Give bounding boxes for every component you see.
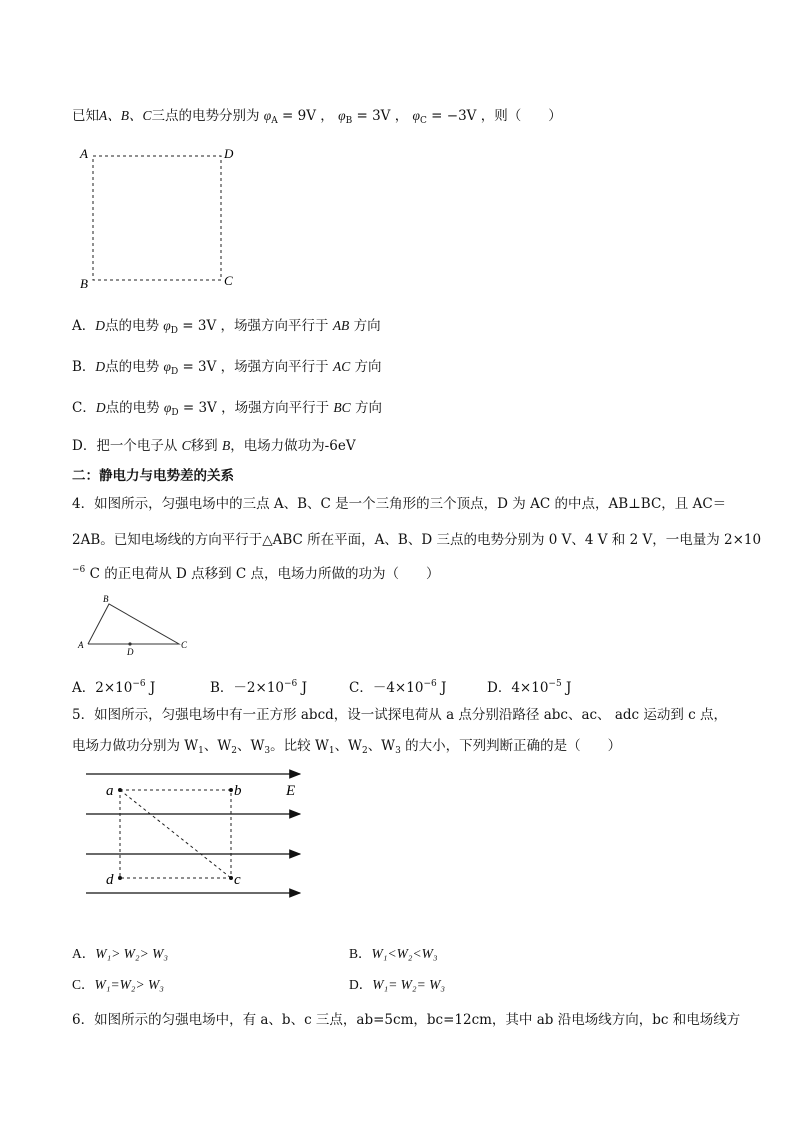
q5-line1: 5．如图所示，匀强电场中有一正方形 abcd，设一试探电荷从 a 点分别沿路径 abc、ac、 adc 运动到 c 点， [72,707,728,723]
point-b [229,788,233,792]
q4-option-d: D．$4\times 10^{-5}$ J [487,679,572,696]
q5-line2: 电场力做功分别为 $W_1$、$W_2$、$W_3$。比较 $W_1$、$W_2$、$W_3$ 的大小，下列判断正确的是（ ） [72,738,622,756]
triangle [88,604,179,644]
q3-stem: 已知A、B、C三点的电势分别为 $\varphi_A = 9V$ ， $\varphi_B = 3V$ ， $\varphi_C = -3V$ ，则（ ） [72,108,562,126]
diagonal-ac [120,790,231,878]
q4-triangle-figure [72,592,202,657]
q5-option-c: C．W₁=W₂> W₃ [72,977,164,992]
label-B: B [103,594,109,604]
point-a [118,788,122,792]
label-a: a [106,783,114,799]
q4-option-c: C．$-4\times 10^{-6}$ J [349,679,447,696]
section-title: 二：静电力与电势差的关系 [72,468,234,484]
q5-field-figure [80,762,310,902]
q3-option-c: C．D点的电势 $\varphi_D = 3V$ ，场强方向平行于 BC 方向 [72,400,382,418]
q5-option-d: D．W₁= W₂= W₃ [349,977,446,992]
label-A: A [78,640,84,650]
label-C: C [224,273,233,288]
label-D: D [127,647,134,657]
label-E: E [286,783,296,799]
q3-option-d: D．把一个电子从 C移到 B，电场力做功为-6eV [72,438,356,454]
point-c [229,876,233,880]
dashed-square [93,156,221,280]
q4-line3: $^{-6}$ C 的正电荷从 D 点移到 C 点，电场力所做的功为（ ） [72,565,440,582]
q3-square-figure [72,140,252,295]
label-A: A [80,146,88,161]
point-D [128,642,131,645]
q4-line1: 4．如图所示，匀强电场中的三点 A、B、C 是一个三角形的三个顶点，D 为 AC 的中点，AB⊥BC，且 AC＝ [72,496,727,512]
label-d: d [106,872,114,888]
label-b: b [234,783,242,799]
q5-option-a: A．W₁> W₂> W₃ [72,946,169,961]
q5-option-b: B．W₁<W₂<W₃ [349,946,438,961]
label-c: c [234,872,241,888]
label-B: B [80,276,88,291]
label-C: C [181,640,188,650]
q6-line1: 6．如图所示的匀强电场中，有 a、b、c 三点，ab=5cm，bc=12cm，其中 ab 沿电场线方向，bc 和电场线方 [72,1012,741,1028]
point-d [118,876,122,880]
q3-option-a: A．D点的电势 $\varphi_D = 3V$ ，场强方向平行于 AB 方向 [72,318,381,336]
label-D: D [224,146,234,161]
q4-option-b: B．$-2\times 10^{-6}$ J [210,679,307,696]
q4-line2: 2AB。已知电场线的方向平行于△ABC 所在平面，A、B、D 三点的电势分别为 0 V、4 V 和 2 V，一电量为 2×10 [72,532,762,548]
q4-option-a: A．$2\times 10^{-6}$ J [72,679,156,696]
q3-option-b: B．D点的电势 $\varphi_D = 3V$ ，场强方向平行于 AC 方向 [72,359,382,377]
